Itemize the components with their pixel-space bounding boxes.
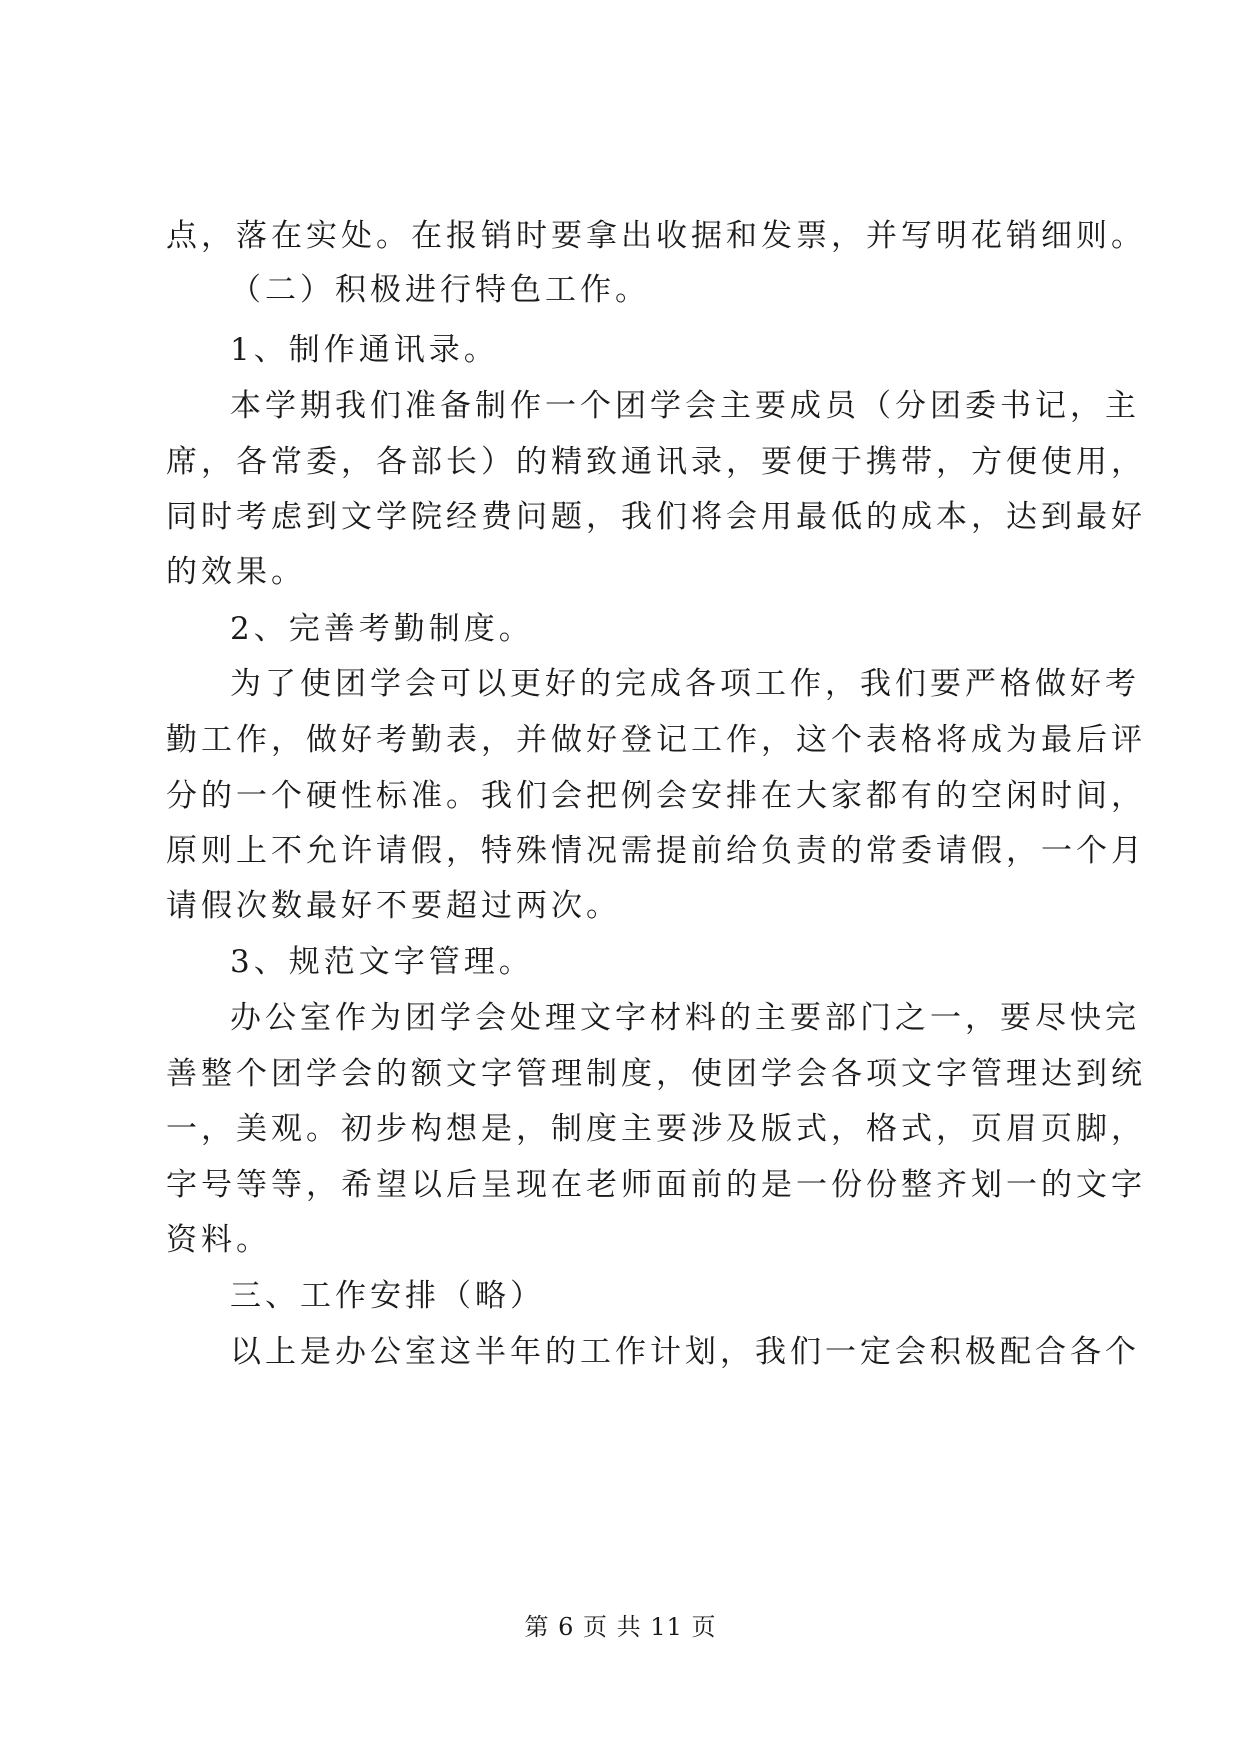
- paragraph-line: 的效果。: [166, 554, 306, 590]
- item-heading: 2、完善考勤制度。: [230, 611, 534, 647]
- paragraph-line: 资料。: [166, 1222, 271, 1258]
- paragraph-line: 勤工作，做好考勤表，并做好登记工作，这个表格将成为最后评: [166, 722, 1146, 758]
- paragraph-line: 点，落在实处。在报销时要拿出收据和发票，并写明花销细则。: [166, 218, 1146, 254]
- page-footer: 第 6 页 共 11 页: [524, 1613, 717, 1641]
- paragraph-line: 请假次数最好不要超过两次。: [166, 888, 621, 924]
- paragraph-line: 以上是办公室这半年的工作计划，我们一定会积极配合各个: [230, 1334, 1140, 1370]
- paragraph-line: 办公室作为团学会处理文字材料的主要部门之一，要尽快完: [230, 1000, 1140, 1036]
- paragraph-line: 分的一个硬性标准。我们会把例会安排在大家都有的空闲时间，: [166, 778, 1146, 814]
- paragraph-line: 本学期我们准备制作一个团学会主要成员（分团委书记，主: [230, 388, 1140, 424]
- section-heading: 三、工作安排（略）: [230, 1278, 545, 1314]
- paragraph-line: 字号等等，希望以后呈现在老师面前的是一份份整齐划一的文字: [166, 1167, 1146, 1203]
- item-heading: 3、规范文字管理。: [230, 944, 534, 980]
- paragraph-line: 同时考虑到文学院经费问题，我们将会用最低的成本，达到最好: [166, 499, 1146, 535]
- paragraph-line: 一，美观。初步构想是，制度主要涉及版式，格式，页眉页脚，: [166, 1111, 1146, 1147]
- paragraph-line: 善整个团学会的额文字管理制度，使团学会各项文字管理达到统: [166, 1056, 1146, 1092]
- section-heading: （二）积极进行特色工作。: [230, 272, 650, 308]
- paragraph-line: 为了使团学会可以更好的完成各项工作，我们要严格做好考: [230, 666, 1140, 702]
- paragraph-line: 原则上不允许请假，特殊情况需提前给负责的常委请假，一个月: [166, 833, 1146, 869]
- item-heading: 1、制作通讯录。: [230, 332, 499, 368]
- paragraph-line: 席，各常委，各部长）的精致通讯录，要便于携带，方便使用，: [166, 444, 1146, 480]
